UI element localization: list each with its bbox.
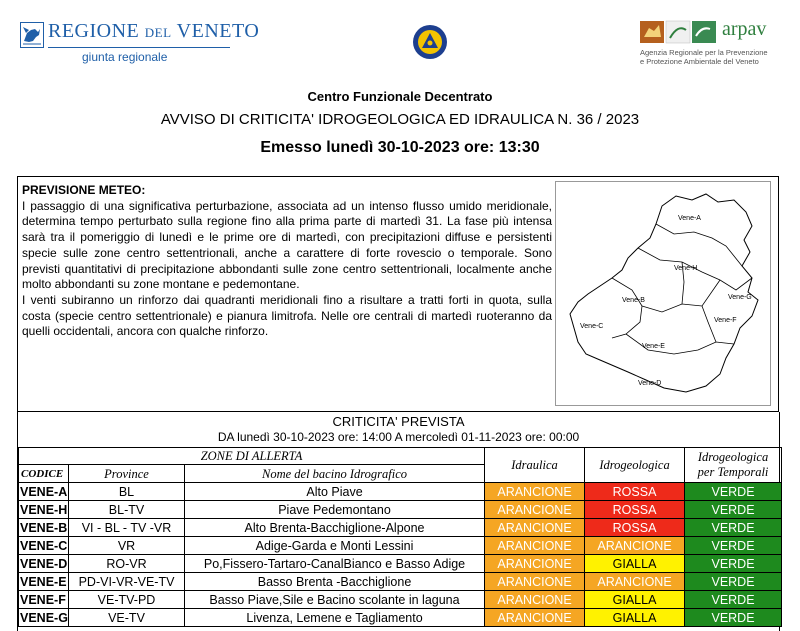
zone-provinces: VI - BL - TV -VR: [69, 519, 185, 537]
region-subtitle: giunta regionale: [82, 50, 168, 64]
table-row: [19, 609, 782, 627]
zone-code: VENE-C: [20, 538, 68, 553]
hydraulic-level: ARANCIONE: [485, 537, 585, 555]
storm-level: VERDE: [685, 537, 782, 555]
table-row: [19, 573, 782, 591]
zone-basin: Livenza, Lemene e Tagliamento: [185, 609, 485, 627]
zone-provinces: BL-TV: [69, 501, 185, 519]
forecast-text: [22, 183, 552, 340]
map-label-vene-c: Vene-C: [580, 323, 604, 330]
map-label-vene-g: Vene-G: [728, 294, 752, 301]
storms-header-line2: per Temporali: [697, 465, 769, 479]
hydrogeological-level: GIALLA: [585, 609, 685, 627]
zone-code: VENE-E: [20, 574, 67, 589]
storm-level: VERDE: [685, 573, 782, 591]
center-title: Centro Funzionale Decentrato: [307, 89, 493, 104]
zone-provinces: RO-VR: [69, 555, 185, 573]
zone-code: VENE-G: [20, 610, 68, 625]
table-row: [19, 519, 782, 537]
criticality-section: [17, 412, 780, 631]
hydraulic-header: Idraulica: [485, 448, 585, 483]
zone-basin: Alto Brenta-Bacchiglione-Alpone: [185, 519, 485, 537]
storm-level: VERDE: [685, 501, 782, 519]
hydrogeological-header: Idrogeologica: [585, 448, 685, 483]
table-row: [19, 483, 782, 501]
map-label-vene-f: Vene-F: [714, 317, 737, 324]
zone-code: VENE-F: [19, 591, 69, 609]
map-label-vene-b: Vene-B: [622, 297, 645, 304]
storm-level: VERDE: [685, 609, 782, 627]
hydraulic-level: ARANCIONE: [485, 573, 585, 591]
zone-provinces: BL: [69, 483, 185, 501]
hydraulic-level: ARANCIONE: [485, 483, 585, 501]
storm-level: VERDE: [685, 591, 782, 609]
table-row: [19, 555, 782, 573]
civil-protection-logo: [412, 24, 448, 60]
hydrogeological-level: GIALLA: [585, 555, 685, 573]
issued-datetime: Emesso lunedì 30-10-2023 ore: 13:30: [260, 139, 540, 156]
hydraulic-level: ARANCIONE: [485, 555, 585, 573]
zone-code: VENE-A: [20, 484, 68, 499]
storms-header: [685, 448, 782, 483]
hydraulic-level: ARANCIONE: [485, 501, 585, 519]
map-label-vene-a: Vene-A: [678, 215, 701, 222]
forecast-paragraph: I passaggio di una significativa perturbazione, associata ad un intenso flusso umido meridionale, determina tempo perturbato sulla regione fino alla prima parte di martedì 31. La fase più intensa sarà tra il pomeriggio di lunedì e le prime ore di martedì, con precipitazioni diffuse e persistenti specie sulle zone centro settentrionali, anche a carattere di forte rovescio o temporale. Sono previsti quantitativi di precipitazione abbondanti sulle zone centro settentrionali, localmente anche molto abbondanti su zone montane e pedemontane.: [22, 198, 552, 292]
provinces-header: Province: [69, 465, 185, 483]
zone-provinces: VR: [69, 537, 185, 555]
zone-basin: Basso Piave,Sile e Bacino scolante in laguna: [185, 591, 485, 609]
region-outline: [570, 194, 758, 392]
region-divider: [48, 47, 230, 48]
arpav-tagline-1: Agenzia Regionale per la Prevenzione: [640, 48, 768, 57]
forecast-paragraph: I venti subiranno un rinforzo dai quadranti meridionali fino a risultare a tratti forti in quota, sulla costa (specie centro settentrionale) e pianura limitrofa. Nelle ore centrali di martedì ruoteranno da quelli occidentali, ancora con qualche rinforzo.: [22, 292, 552, 339]
zones-header: ZONE DI ALLERTA: [19, 448, 485, 465]
lion-of-saint-mark-icon: [20, 22, 44, 48]
zone-basin: Po,Fissero-Tartaro-CanalBianco e Basso Adige: [185, 555, 485, 573]
region-name: REGIONE DEL VENETO: [48, 20, 260, 42]
zone-code: VENE-D: [20, 556, 68, 571]
arpav-logo: [640, 18, 780, 70]
hydraulic-level: ARANCIONE: [485, 591, 585, 609]
hydraulic-level: ARANCIONE: [485, 519, 585, 537]
hydrogeological-level: ROSSA: [585, 483, 685, 501]
table-row: [19, 537, 782, 555]
regione-veneto-logo: [20, 20, 260, 66]
storm-level: VERDE: [685, 519, 782, 537]
hydrogeological-level: ARANCIONE: [585, 573, 685, 591]
map-label-vene-d: Vene-D: [638, 380, 662, 387]
table-row: [19, 591, 782, 609]
zone-provinces: PD-VI-VR-VE-TV: [69, 573, 185, 591]
zone-code: VENE-H: [20, 502, 68, 517]
zone-code: VENE-B: [20, 520, 68, 535]
storm-level: VERDE: [685, 483, 782, 501]
zone-provinces: VE-TV-PD: [69, 591, 185, 609]
hydrogeological-level: ROSSA: [585, 501, 685, 519]
basin-header: Nome del bacino Idrografico: [185, 465, 485, 483]
criticality-range: DA lunedì 30-10-2023 ore: 14:00 A mercoledì 01-11-2023 ore: 00:00: [217, 430, 580, 444]
arpav-name: arpav: [722, 18, 767, 40]
notice-title: AVVISO DI CRITICITA' IDROGEOLOGICA ED IDRAULICA N. 36 / 2023: [160, 111, 640, 128]
weather-forecast-box: [17, 176, 779, 412]
code-header: CODICE: [19, 465, 69, 483]
criticality-title: CRITICITA' PREVISTA: [332, 414, 465, 429]
hydrogeological-level: ARANCIONE: [585, 537, 685, 555]
zone-basin: Alto Piave: [185, 483, 485, 501]
storm-level: VERDE: [685, 555, 782, 573]
alert-zones-table: [18, 447, 782, 627]
zone-basin: Adige-Garda e Monti Lessini: [185, 537, 485, 555]
alert-zones-body: [19, 483, 782, 627]
zone-basin: Piave Pedemontano: [185, 501, 485, 519]
zone-provinces: VE-TV: [69, 609, 185, 627]
map-label-vene-e: Vene-E: [642, 343, 665, 350]
alert-zones-map: [555, 181, 771, 406]
table-row: [19, 501, 782, 519]
arpav-tagline-2: e Protezione Ambientale del Veneto: [640, 57, 759, 66]
map-label-vene-h: Vene-H: [674, 265, 698, 272]
forecast-heading: PREVISIONE METEO:: [22, 183, 146, 197]
hydrogeological-level: ROSSA: [585, 519, 685, 537]
hydraulic-level: ARANCIONE: [485, 609, 585, 627]
arpav-emblem-icon: [640, 20, 718, 42]
zone-basin: Basso Brenta -Bacchiglione: [185, 573, 485, 591]
storms-header-line1: Idrogeologica: [697, 450, 769, 464]
hydrogeological-level: GIALLA: [585, 591, 685, 609]
